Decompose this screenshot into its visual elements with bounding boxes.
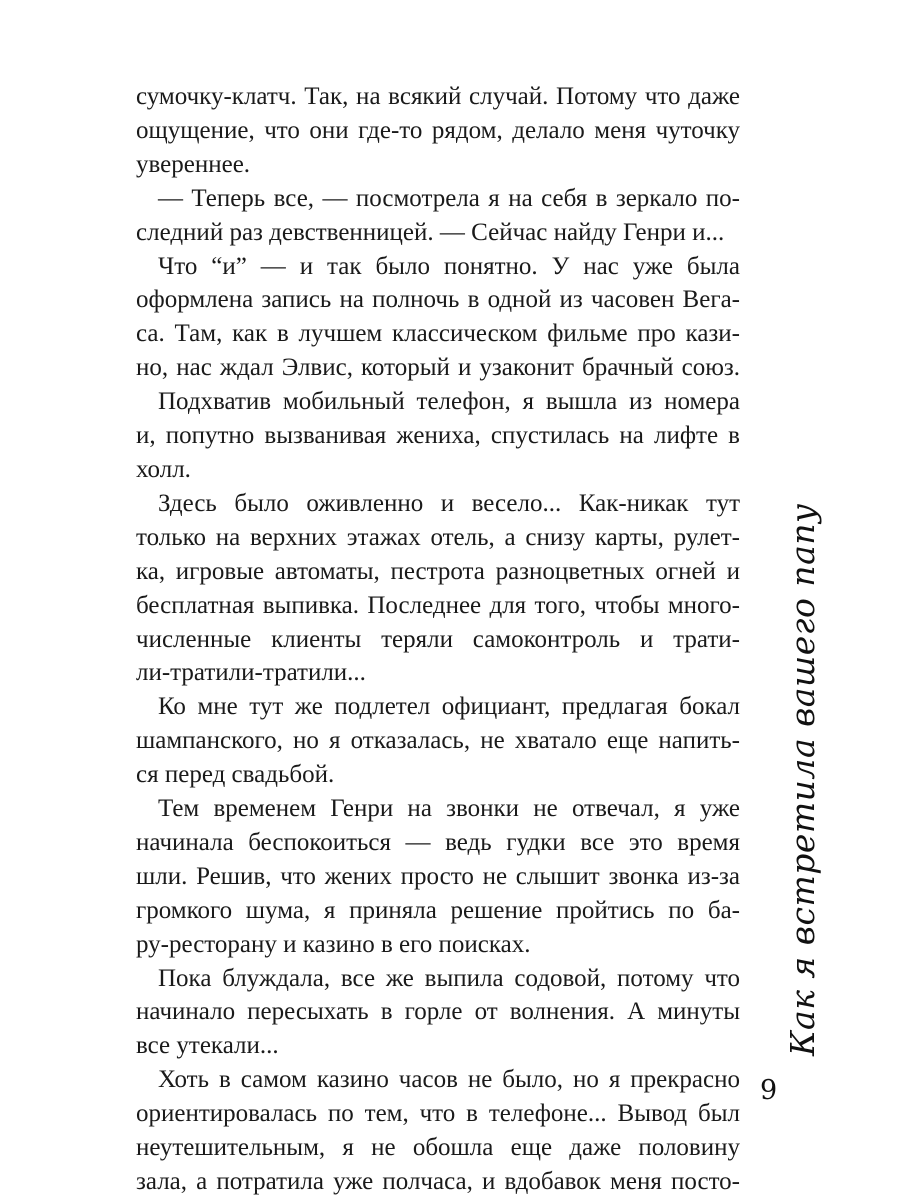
- text-line: са. Там, как в лучшем классическом фильме про кази-: [136, 320, 740, 348]
- text-line: — Теперь все, — посмотрела я на себя в зеркало по-: [158, 184, 740, 212]
- paragraph: [136, 690, 740, 792]
- text-line: ка, игровые автоматы, пестрота разноцветных огней и: [136, 557, 740, 585]
- text-line: следний раз девственницей. — Сейчас найду Генри и...: [136, 218, 725, 246]
- text-line: шампанского, но я отказалась, не хватало еще напить-: [136, 727, 740, 755]
- paragraph: [136, 385, 740, 487]
- text-line: Тем временем Генри на звонки не отвечал, я уже: [158, 795, 740, 823]
- paragraph: [136, 80, 740, 182]
- text-line: численные клиенты теряли самоконтроль и трати-: [136, 625, 740, 653]
- text-line: зала, а потратила уже полчаса, и вдобавок меня посто-: [136, 1168, 740, 1195]
- text-line: Хоть в самом казино часов не было, но я прекрасно: [158, 1066, 740, 1094]
- paragraph: [136, 1063, 740, 1199]
- text-line: только на верхних этажах отель, а снизу карты, рулет-: [136, 523, 740, 551]
- paragraph: [136, 250, 740, 386]
- text-line: ориентировалась по тем, что в телефоне... Вывод был: [136, 1100, 740, 1128]
- paragraph: [136, 962, 740, 1064]
- text-line: бесплатная выпивка. Последнее для того, чтобы много-: [136, 591, 740, 619]
- text-line: все утекали...: [136, 1032, 279, 1060]
- page-number: 9: [760, 1075, 778, 1106]
- paragraph: [136, 487, 740, 690]
- text-line: громкого шума, я приняла решение пройтись по ба-: [136, 896, 740, 924]
- text-line: Подхватив мобильный телефон, я вышла из номера: [158, 388, 740, 416]
- running-head-title: Как я встретила вашего папу: [783, 503, 822, 1056]
- text-line: но, нас ждал Элвис, который и узаконит брачный союз.: [136, 354, 740, 382]
- text-line: оформлена запись на полночь в одной из часовен Вега-: [136, 286, 740, 314]
- text-line: Здесь было оживленно и весело... Как-никак тут: [158, 489, 740, 517]
- text-line: ся перед свадьбой.: [136, 761, 335, 789]
- paragraph: [136, 182, 740, 250]
- text-line: начинала беспокоиться — ведь гудки все это время: [136, 828, 740, 856]
- body-text: [136, 80, 740, 1199]
- paragraph: [136, 792, 740, 962]
- text-line: начинало пересыхать в горле от волнения. А минуты: [136, 998, 740, 1026]
- text-line: неутешительным, я не обошла еще даже половину: [136, 1134, 740, 1162]
- text-line: сумочку-клатч. Так, на всякий случай. Потому что даже: [136, 83, 740, 110]
- text-line: Что “и” — и так было понятно. У нас уже была: [158, 252, 740, 280]
- text-line: Ко мне тут же подлетел официант, предлагая бокал: [158, 693, 740, 721]
- text-line: шли. Решив, что жених просто не слышит звонка из-за: [136, 862, 740, 890]
- text-line: ли-тратили-тратили...: [136, 659, 366, 687]
- text-line: и, попутно вызванивая жениха, спустилась на лифте в: [136, 422, 740, 450]
- text-line: ру-ресторану и казино в его поисках.: [136, 930, 531, 958]
- text-line: увереннее.: [136, 150, 251, 178]
- text-line: Пока блуждала, все же выпила содовой, потому что: [158, 964, 740, 992]
- text-line: холл.: [136, 455, 191, 483]
- text-line: ощущение, что они где-то рядом, делало меня чуточку: [136, 116, 740, 144]
